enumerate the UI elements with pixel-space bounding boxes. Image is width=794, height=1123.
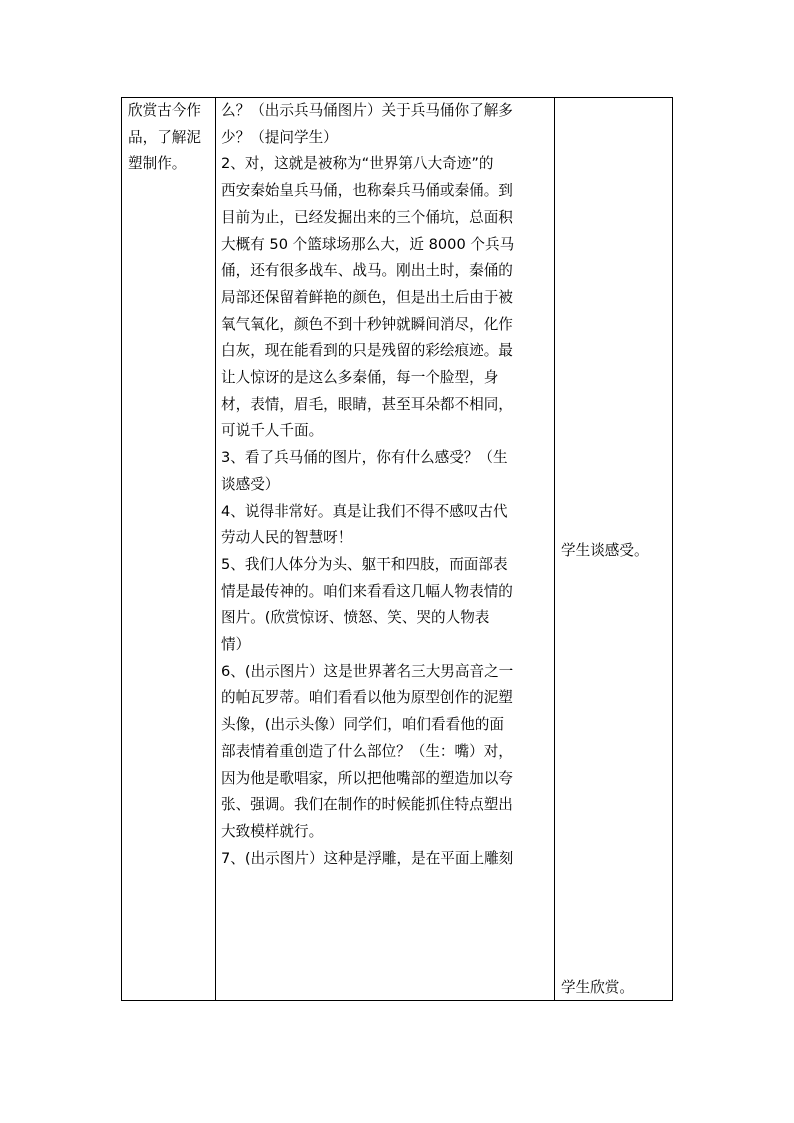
activity-line: 劳动人民的智慧呀！ xyxy=(221,529,353,547)
activity-line: 张、强调。我们在制作的时候能抓住特点塑出 xyxy=(221,796,513,814)
lesson-table xyxy=(121,97,673,1001)
teacher-activity-column xyxy=(221,98,551,872)
activity-line: 么？（出示兵马俑图片）关于兵马俑你了解多 xyxy=(221,102,513,119)
column-divider xyxy=(215,98,216,1000)
activity-line: 可说千人千面。 xyxy=(221,422,324,440)
objective-line: 塑制作。 xyxy=(128,155,187,173)
activity-line: 俑，还有很多战车、战马。刚出土时，秦俑的 xyxy=(221,262,513,280)
activity-line: 西安秦始皇兵马俑，也称秦兵马俑或秦俑。到 xyxy=(221,182,513,200)
activity-line: 局部还保留着鲜艳的颜色，但是出土后由于被 xyxy=(221,288,513,306)
activity-line: 氧气氧化，颜色不到十秒钟就瞬间消尽，化作 xyxy=(221,315,513,333)
activity-line: 7、(出示图片）这种是浮雕，是在平面上雕刻 xyxy=(221,849,514,867)
student-note: 学生谈感受。 xyxy=(561,542,649,559)
activity-line: 4、说得非常好。真是让我们不得不感叹古代 xyxy=(221,502,508,520)
activity-line: 3、看了兵马俑的图片，你有什么感受？（生 xyxy=(221,449,508,467)
objective-line: 欣赏古今作 xyxy=(128,102,201,119)
objective-line: 品，了解泥 xyxy=(128,128,201,146)
activity-line: 的帕瓦罗蒂。咱们看看以他为原型创作的泥塑 xyxy=(221,689,513,707)
activity-line: 白灰，现在能看到的只是残留的彩绘痕迹。最 xyxy=(221,342,513,360)
activity-line: 情） xyxy=(221,636,251,654)
activity-line: 目前为止，已经发掘出来的三个俑坑，总面积 xyxy=(221,208,513,226)
activity-line: 谈感受） xyxy=(221,475,280,493)
objective-column xyxy=(128,98,212,178)
activity-line: 让人惊讶的是这么多秦俑，每一个脸型，身 xyxy=(221,369,499,387)
activity-line: 少？（提问学生） xyxy=(221,128,338,146)
activity-line: 5、我们人体分为头、躯干和四肢，而面部表 xyxy=(221,555,508,573)
activity-line: 图片。(欣赏惊讶、愤怒、笑、哭的人物表 xyxy=(221,609,490,627)
activity-line: 因为他是歌唱家，所以把他嘴部的塑造加以夸 xyxy=(221,769,513,787)
activity-line: 头像，(出示头像）同学们，咱们看看他的面 xyxy=(221,716,504,734)
activity-line: 材，表情，眉毛，眼睛，甚至耳朵都不相同， xyxy=(221,395,513,413)
activity-line: 部表情着重创造了什么部位？（生：嘴）对， xyxy=(221,742,513,760)
student-note: 学生欣赏。 xyxy=(561,979,634,996)
activity-line: 大概有 50 个篮球场那么大，近 8000 个兵马 xyxy=(221,235,515,253)
activity-line: 2、对，这就是被称为“世界第八大奇迹”的 xyxy=(221,155,494,173)
activity-line: 6、(出示图片）这是世界著名三大男高音之一 xyxy=(221,662,514,680)
activity-line: 大致模样就行。 xyxy=(221,822,324,840)
column-divider xyxy=(554,98,555,1000)
activity-line: 情是最传神的。咱们来看看这几幅人物表情的 xyxy=(221,582,513,600)
